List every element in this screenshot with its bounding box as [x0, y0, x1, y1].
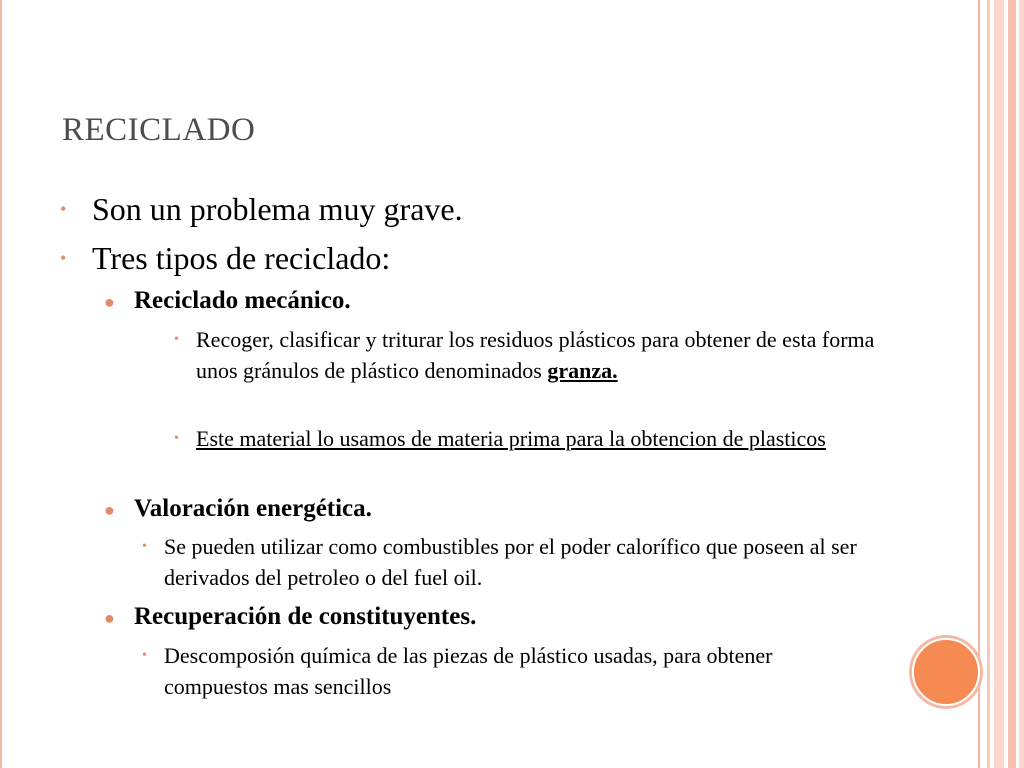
bullet-dot-icon: • [174, 332, 179, 347]
sub-item-text: Se pueden utilizar como combustibles por el poder calorífico que poseen al ser derivados del petroleo o del fuel oil. [164, 534, 857, 590]
section-heading-text: Valoración energética. [134, 495, 372, 522]
section-heading-text: Reciclado mecánico. [134, 287, 351, 314]
sub-item [174, 423, 876, 454]
section-heading-recuperacion [104, 602, 477, 632]
granza-term: granza. [547, 358, 618, 383]
sub-item [174, 324, 876, 386]
sub-item-text: Descomposión química de las piezas de plástico usadas, para obtener compuestos mas sencillos [164, 643, 773, 699]
section-heading-text: Recuperación de constituyentes. [134, 603, 477, 630]
bullet-dot-icon: • [142, 648, 147, 663]
bullet-item [60, 240, 391, 276]
slide-title: RECICLADO [62, 112, 256, 148]
bullet-dot-icon: • [60, 248, 67, 268]
section-heading-mecanico [104, 286, 351, 316]
bullet-dot-icon: • [60, 199, 67, 219]
sub-item [142, 531, 884, 593]
bullet-dot-icon: ● [104, 292, 115, 312]
sub-item-text: Este material lo usamos de materia prima para la obtencion de plasticos [196, 426, 826, 451]
bullet-text: Son un problema muy grave. [92, 191, 463, 227]
sub-item [142, 640, 844, 702]
bullet-text: Tres tipos de reciclado: [92, 240, 391, 276]
bullet-item [60, 191, 463, 227]
orange-circle-icon [912, 638, 980, 706]
section-heading-valoracion [104, 494, 372, 524]
bullet-dot-icon: ● [104, 500, 115, 520]
bullet-dot-icon: ● [104, 608, 115, 628]
sub-item-text: Recoger, clasificar y triturar los residuos plásticos para obtener de esta forma unos gránulos de plástico denominados [196, 327, 875, 383]
bullet-dot-icon: • [142, 539, 147, 554]
bullet-dot-icon: • [174, 431, 179, 446]
